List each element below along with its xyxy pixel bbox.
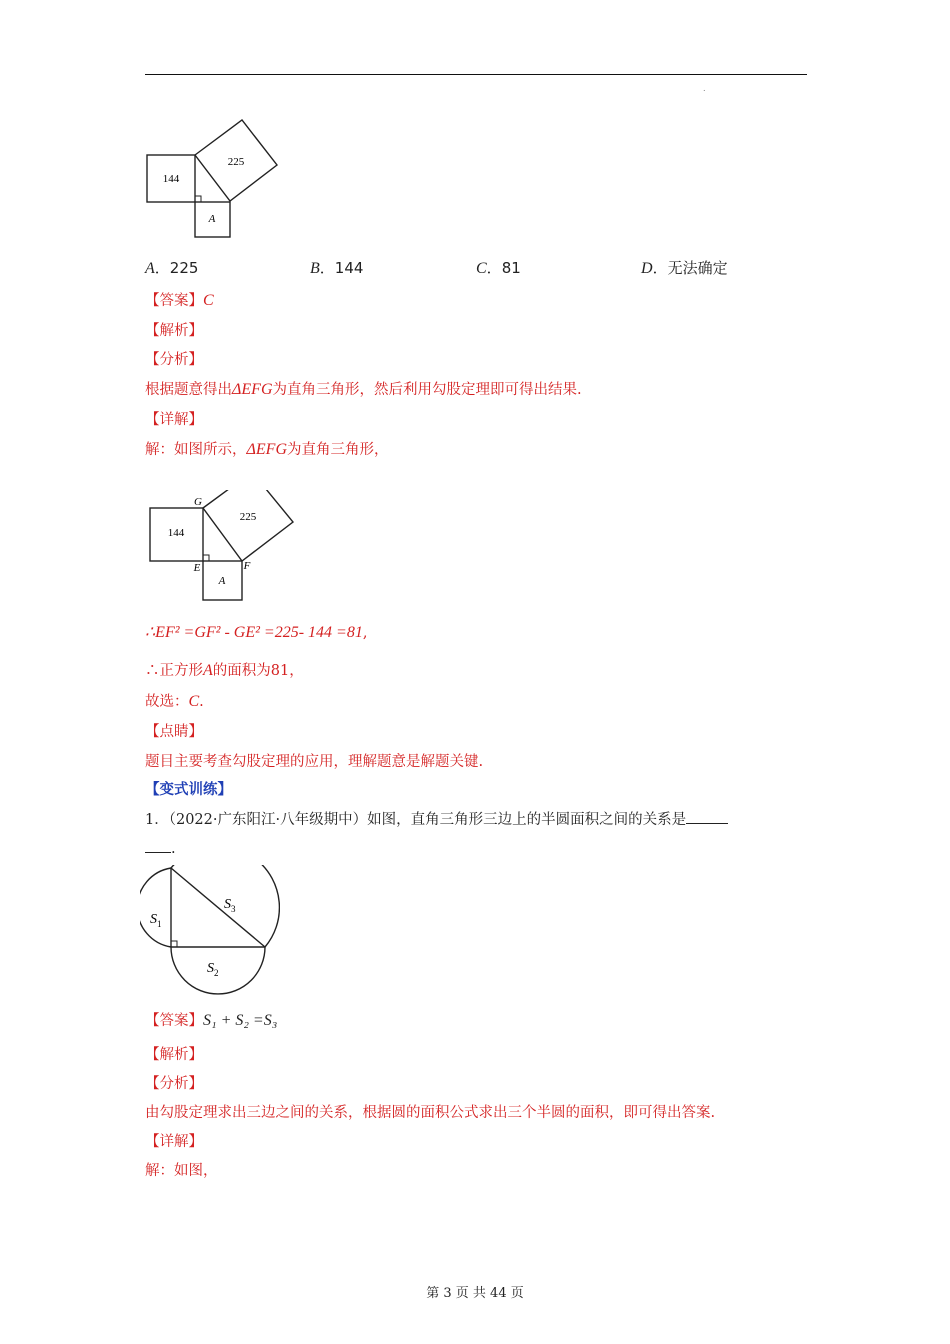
figure-squares-1	[140, 115, 285, 249]
header-dot: .	[703, 84, 706, 93]
option-d[interactable]: D．无法确定	[641, 259, 728, 277]
page-footer: 第 3 页 共 44 页	[426, 1286, 524, 1301]
detail-tag-2: 【详解】	[145, 1134, 203, 1150]
fig2-label-e: E	[193, 562, 201, 574]
practice-question: 1．（2022·广东阳江·八年级期中）如图，直角三角形三边上的半圆面积之间的关系是	[145, 808, 728, 829]
option-a[interactable]: A．225	[145, 259, 199, 277]
fig1-label-225: 225	[227, 156, 245, 168]
figure-squares-2	[140, 490, 305, 609]
formula-line: ∴EF² =GF² - GE² =225- 144 =81,	[145, 624, 368, 641]
fig3-s1: $S_1$	[150, 912, 162, 929]
fig2-label-g: G	[194, 496, 202, 508]
fig3-s2: $S_2$	[207, 961, 219, 978]
fenxi-text-2: 由勾股定理求出三边之间的关系，根据圆的面积公式求出三个半圆的面积，即可得出答案.	[145, 1105, 716, 1121]
figure-semicircles	[140, 865, 280, 999]
fenxi-tag-2: 【分析】	[145, 1076, 203, 1092]
answer-line-1: 【答案】C	[145, 292, 214, 309]
detail-text-1: 解：如图所示，ΔEFG为直角三角形，	[145, 441, 389, 458]
fig2-label-144: 144	[167, 527, 185, 539]
choice-line: 故选：C.	[145, 693, 204, 710]
dianjing-text: 题目主要考查勾股定理的应用，理解题意是解题关键.	[145, 754, 484, 770]
fig2-label-225: 225	[239, 511, 257, 523]
header-rule	[145, 74, 807, 75]
fig2-label-f: F	[243, 560, 251, 572]
conclusion-line: ∴正方形A的面积为81，	[145, 662, 304, 679]
option-c[interactable]: C．81	[476, 259, 521, 277]
detail-text-2: 解：如图，	[145, 1163, 218, 1179]
fenxi-tag-1: 【分析】	[145, 352, 203, 368]
fig1-label-a: A	[208, 213, 216, 225]
practice-question-cont: .	[145, 838, 176, 857]
detail-tag-1: 【详解】	[145, 412, 203, 428]
fig1-label-144: 144	[162, 173, 180, 185]
option-b[interactable]: B．144	[310, 259, 364, 277]
fig3-s3: $S_3$	[224, 897, 236, 914]
analysis-tag-2: 【解析】	[145, 1047, 203, 1063]
fig2-label-a: A	[218, 575, 226, 587]
analysis-tag-1: 【解析】	[145, 323, 203, 339]
practice-title: 【变式训练】	[145, 781, 232, 798]
fenxi-text-1: 根据题意得出ΔEFG为直角三角形，然后利用勾股定理即可得出结果.	[145, 381, 582, 398]
dianjing-tag: 【点睛】	[145, 724, 203, 740]
answer-line-2: 【答案】S₁ + S₂ =S₃	[145, 1012, 278, 1029]
